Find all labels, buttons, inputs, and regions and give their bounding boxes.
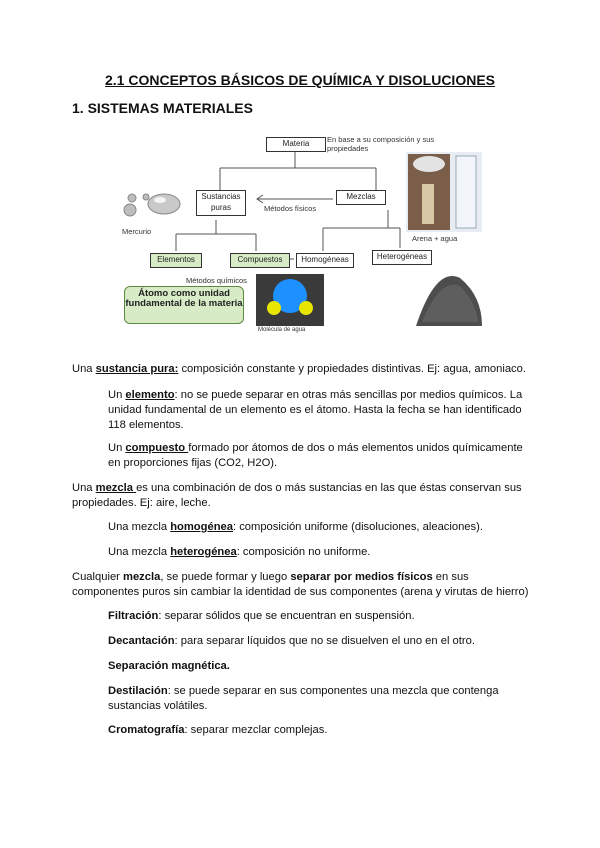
compound-paragraph: Un compuesto formado por átomos de dos o más elementos unidos químicamente en proporciones fijas (CO2, H2O).	[108, 442, 523, 469]
sand-water-image	[406, 152, 482, 232]
separation-paragraph: Cualquier mezcla, se puede formar y luego separar por medios físicos en sus componentes puros sin cambiar la identidad de sus componentes (arena y virutas de hierro)	[72, 571, 529, 598]
mixtures-box: Mezclas	[336, 190, 386, 205]
soil-pile-image	[416, 276, 482, 326]
element-paragraph: Un elemento: no se puede separar en otras más sencillas por medios químicos. La unidad fundamental de un elemento es el átomo. Hasta la fecha se han identificado 118 elementos.	[108, 389, 523, 431]
water-molecule-label: Molécula de agua	[258, 327, 306, 333]
mixture-paragraph: Una mezcla es una combinación de dos o más sustancias en las que éstas conservan sus propiedades. Ej: aire, leche.	[72, 482, 522, 509]
mercury-label: Mercurio	[122, 227, 152, 236]
sand-water-label: Arena + agua	[412, 234, 458, 243]
heterogeneous-paragraph: Una mezcla heterogénea: composición no uniforme.	[108, 546, 371, 558]
chemical-methods-label: Métodos químicos	[186, 276, 247, 285]
materia-box: Materia	[266, 137, 326, 152]
chromatography-item: Cromatografía: separar mezclar complejas.	[108, 724, 328, 736]
composition-note: En base a su composición y sus propiedades	[327, 135, 435, 153]
pure-substances-box: Sustancias puras	[196, 190, 246, 216]
heterogeneous-box: Heterogéneas	[372, 250, 432, 265]
physical-methods-label: Métodos físicos	[264, 204, 317, 213]
compounds-box: Compuestos	[230, 253, 290, 268]
atom-unit-box: Átomo como unidad fundamental de la materia	[124, 286, 244, 324]
magnetic-separation-item: Separación magnética.	[108, 660, 230, 672]
pure-substance-paragraph: Una sustancia pura: composición constante y propiedades distintivas. Ej: agua, amoniaco.	[72, 363, 526, 375]
filtration-item: Filtración: separar sólidos que se encuentran en suspensión.	[108, 610, 415, 622]
section-heading: 1. SISTEMAS MATERIALES	[72, 100, 253, 116]
decantation-item: Decantación: para separar líquidos que no se disuelven el uno en el otro.	[108, 635, 475, 647]
distillation-item: Destilación: se puede separar en sus componentes una mezcla que contenga sustancias volátiles.	[108, 685, 499, 712]
materials-diagram	[116, 126, 482, 336]
mercury-image	[124, 194, 180, 216]
elements-box: Elementos	[150, 253, 202, 268]
document-title: 2.1 CONCEPTOS BÁSICOS DE QUÍMICA Y DISOLUCIONES	[105, 72, 495, 88]
homogeneous-paragraph: Una mezcla homogénea: composición uniforme (disoluciones, aleaciones).	[108, 521, 483, 533]
homogeneous-box: Homogéneas	[296, 253, 354, 268]
water-molecule-image	[256, 274, 324, 326]
